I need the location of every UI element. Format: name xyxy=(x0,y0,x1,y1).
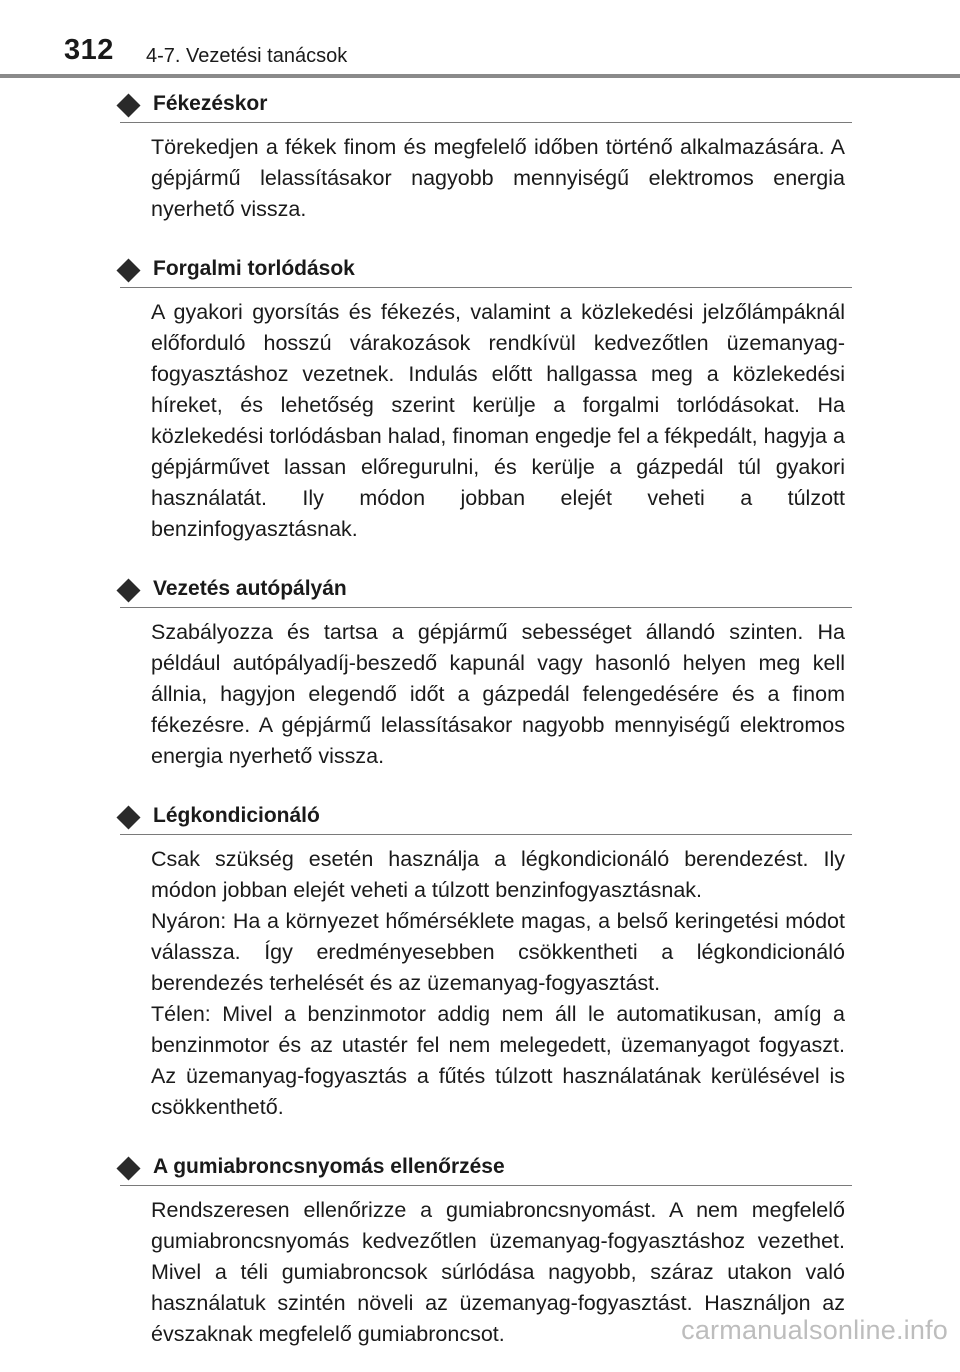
diamond-bullet-icon xyxy=(116,93,140,117)
chapter-title: 4-7. Vezetési tanácsok xyxy=(146,45,348,67)
diamond-bullet-icon xyxy=(116,258,140,282)
section-title: Vezetés autópályán xyxy=(153,577,347,600)
paragraph: Nyáron: Ha a környezet hőmérséklete magas, a belső keringetési módot válassza. Így eredményesebben csökkentheti a légkondicionáló berendezés terhelését és az üzemanyag-fogyasztást. xyxy=(151,909,845,995)
paragraph: Szabályozza és tartsa a gépjármű sebességet állandó szinten. Ha például autópályadíj-beszedő kapunál vagy hasonló helyen meg kell állnia, hagyjon elegendő időt a gázpedál felengedésére és a finom fékezésre. A gépjármű lelassításakor nagyobb mennyiségű elektromos energia nyerhető vissza. xyxy=(151,620,845,768)
watermark: carmanualsonline.info xyxy=(681,1315,948,1345)
page-content xyxy=(0,82,960,1372)
diamond-bullet-icon xyxy=(116,1156,140,1180)
paragraph: A gyakori gyorsítás és fékezés, valamint a közlekedési jelzőlámpáknál előforduló hosszú várakozások rendkívül kedvezőtlen üzemanyag-fogyasztáshoz vezetnek. Indulás előtt hallgassa meg a közlekedési híreket, és lehetőség szerint kerülje a forgalmi torlódásokat. Ha közlekedési torlódásban halad, finoman engedje fel a fékpedált, hagyja a gépjárművet lassan előregurulni, és kerülje a gázpedál túl gyakori használatát. Ily módon jobban elejét veheti a túlzott benzinfogyasztásnak. xyxy=(151,300,845,541)
section-title: Fékezéskor xyxy=(153,92,268,115)
section-air-conditioning xyxy=(0,794,960,1145)
section-title: Légkondicionáló xyxy=(153,804,320,827)
section-heading xyxy=(120,1145,852,1186)
paragraph: Télen: Mivel a benzinmotor addig nem áll le automatikusan, amíg a benzinmotor és az utastér fel nem melegedett, üzemanyagot fogyaszt. Az üzemanyag-fogyasztás a fűtés túlzott használatának kerülésével is csökkenthető. xyxy=(151,1002,845,1119)
section-traffic-jams xyxy=(0,247,960,567)
section-body xyxy=(151,608,845,794)
section-title: A gumiabroncsnyomás ellenőrzése xyxy=(153,1155,505,1178)
paragraph: Rendszeresen ellenőrizze a gumiabroncsnyomást. A nem megfelelő gumiabroncsnyomás kedvezőtlen üzemanyag-fogyasztáshoz vezethet. Mivel a téli gumiabroncsok súrlódása nagyobb, száraz utakon való használatuk szintén növeli az üzemanyag-fogyasztást. Használjon az évszaknak megfelelő gumiabroncsot. xyxy=(151,1198,845,1346)
paragraph: Csak szükség esetén használja a légkondicionáló berendezést. Ily módon jobban elejét veheti a túlzott benzinfogyasztásnak. xyxy=(151,847,845,902)
section-title: Forgalmi torlódások xyxy=(153,257,355,280)
section-heading xyxy=(120,82,852,123)
page-header xyxy=(0,0,960,80)
section-heading xyxy=(120,567,852,608)
page-number: 312 xyxy=(64,34,114,66)
section-heading xyxy=(120,794,852,835)
section-body xyxy=(151,123,845,247)
section-heading xyxy=(120,247,852,288)
diamond-bullet-icon xyxy=(116,805,140,829)
section-body xyxy=(151,835,845,1145)
section-braking xyxy=(0,82,960,247)
header-divider xyxy=(0,74,960,78)
diamond-bullet-icon xyxy=(116,578,140,602)
paragraph: Törekedjen a fékek finom és megfelelő időben történő alkalmazására. A gépjármű lelassításakor nagyobb mennyiségű elektromos energia nyerhető vissza. xyxy=(151,135,845,221)
section-highway-driving xyxy=(0,567,960,794)
section-body xyxy=(151,288,845,567)
